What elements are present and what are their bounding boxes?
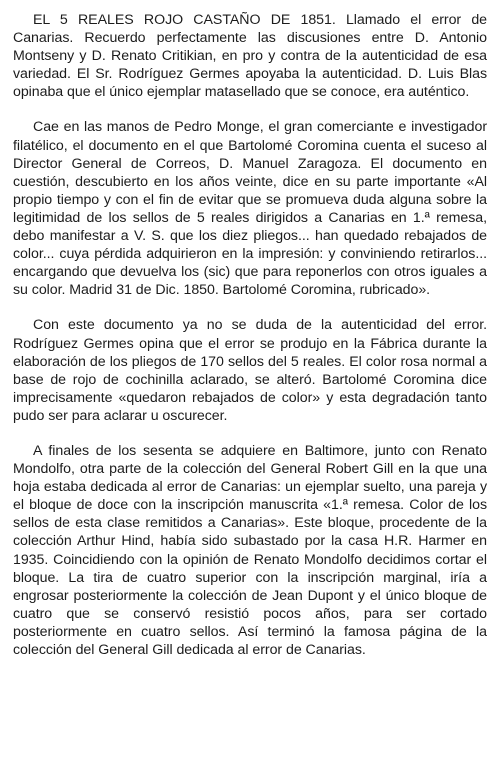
paragraph-coleccion-gill: A finales de los sesenta se adquiere en Baltimore, junto con Renato Mondolfo, otra parte de la colección del General Robert Gill en la que una hoja estaba dedicada al error de Canarias: un ejemplar suelto, una pareja y el bloque de doce con la inscripción manuscrita «1.ª remesa. Color de los sellos de esta clase remitidos a Canarias». Este bloque, procedente de la colección Arthur Hind, había sido subastado por la casa H.R. Harmer en 1935. Coincidiendo con la opinión de Renato Mondolfo decidimos cortar el bloque. La tira de cuatro superior con la inscripción marginal, iría a engrosar posteriormente la colección de Jean Dupont y el único bloque de cuatro que se conservó resistió pocos años, para ser cortado posteriormente en cuatro sellos. Así terminó la famosa página de la colección del General Gill dedicada al error de Canarias. bbox=[13, 442, 487, 658]
paragraph-documento-coromina: Cae en las manos de Pedro Monge, el gran comerciante e investigador filatélico, el documento en el que Bartolomé Coromina cuenta el suceso al Director General de Correos, D. Manuel Zaragoza. El documento en cuestión, descubierto en los años veinte, dice en su parte importante «Al propio tiempo y con el fin de evitar que se promueva duda alguna sobre la legitimidad de los sellos de 5 reales dirigidos a Canarias en 1.ª remesa, debo manifestar a V. S. que los diez pliegos... han quedado rebajados de color... cuya pérdida adquirieron en la impresión: y conviniendo retirarlos... encargando que devuelva los (sic) que para reponerlos con otros iguales a su color. Madrid 31 de Dic. 1850. Bartolomé Coromina, rubricado». bbox=[13, 119, 487, 299]
paragraph-error-de-canarias: EL 5 REALES ROJO CASTAÑO DE 1851. Llamado el error de Canarias. Recuerdo perfectamente las discusiones entre D. Antonio Montseny y D. Renato Critikian, en pro y contra de la autenticidad de esa variedad. El Sr. Rodríguez Germes apoyaba la autenticidad. D. Luis Blas opinaba que el único ejemplar matasellado que se conoce, era auténtico. bbox=[13, 12, 487, 101]
paragraph-autenticidad: Con este documento ya no se duda de la autenticidad del error. Rodríguez Germes opina que el error se produjo en la Fábrica durante la elaboración de los pliegos de 170 sellos del 5 reales. El color rosa normal a base de rojo de cochinilla aclarado, se alteró. Bartolomé Coromina dice imprecisamente «quedaron rebajados de color» y esta degradación tanto pudo ser para aclarar u oscurecer. bbox=[13, 317, 487, 424]
